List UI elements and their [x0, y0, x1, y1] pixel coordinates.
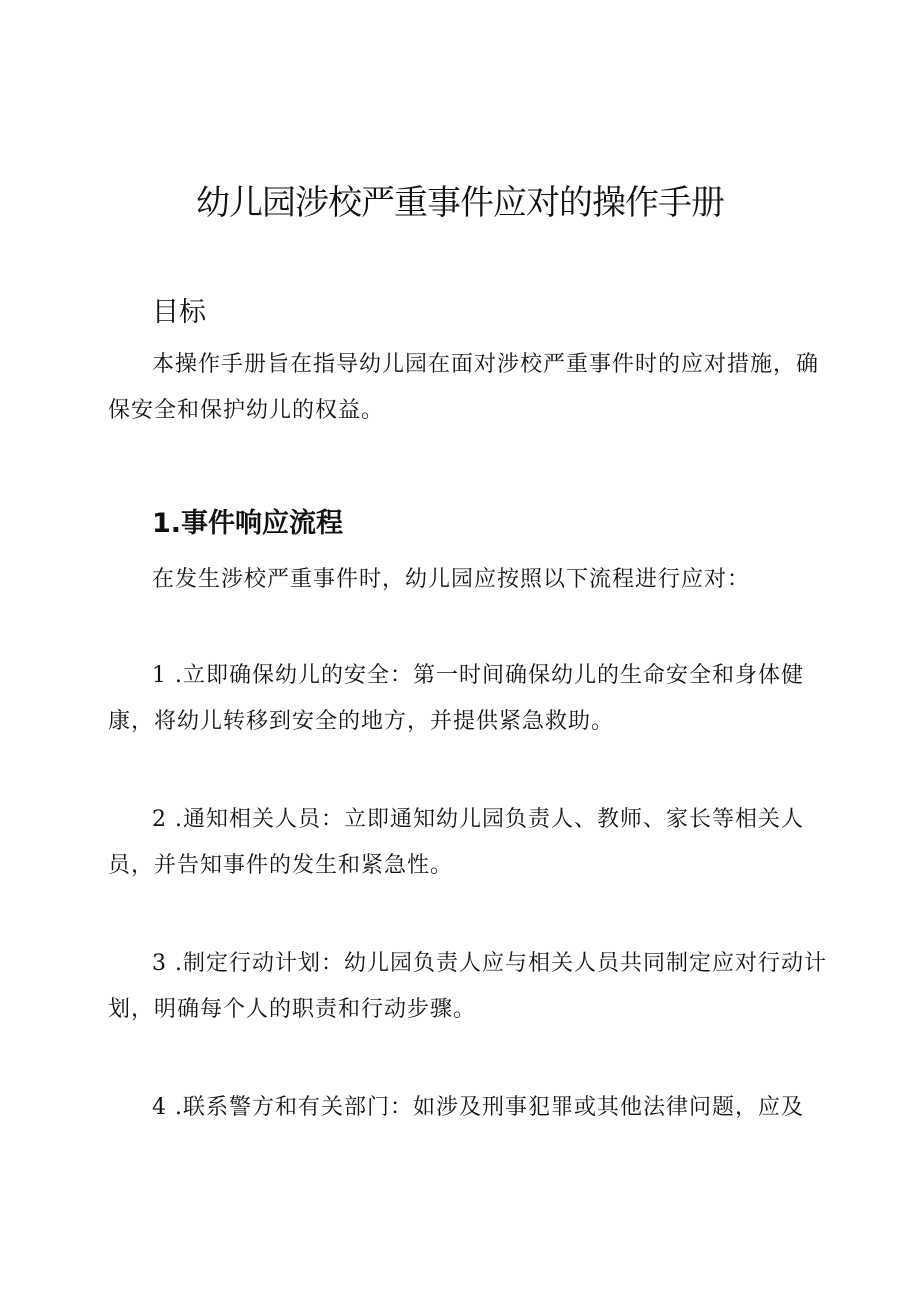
document-title: 幼儿园涉校严重事件应对的操作手册 [196, 183, 724, 223]
goal-heading: 目标 [152, 297, 206, 328]
goal-paragraph: 本操作手册旨在指导幼儿园在面对涉校严重事件时的应对措施，确保安全和保护幼儿的权益。 [108, 352, 820, 423]
section-intro-paragraph: 在发生涉校严重事件时，幼儿园应按照以下流程进行应对： [152, 567, 751, 592]
step-item: 4 .联系警方和有关部门：如涉及刑事犯罪或其他法律问题，应及 [152, 1095, 804, 1120]
section-heading: 1.事件响应流程 [152, 508, 344, 539]
step-item: 3 .制定行动计划：幼儿园负责人应与相关人员共同制定应对行动计划，明确每个人的职责和行动步骤。 [108, 951, 827, 1022]
step-item: 1 .立即确保幼儿的安全：第一时间确保幼儿的生命安全和身体健康，将幼儿转移到安全的地方，并提供紧急救助。 [108, 663, 804, 734]
step-item: 2 .通知相关人员：立即通知幼儿园负责人、教师、家长等相关人员，并告知事件的发生和紧急性。 [108, 807, 804, 878]
